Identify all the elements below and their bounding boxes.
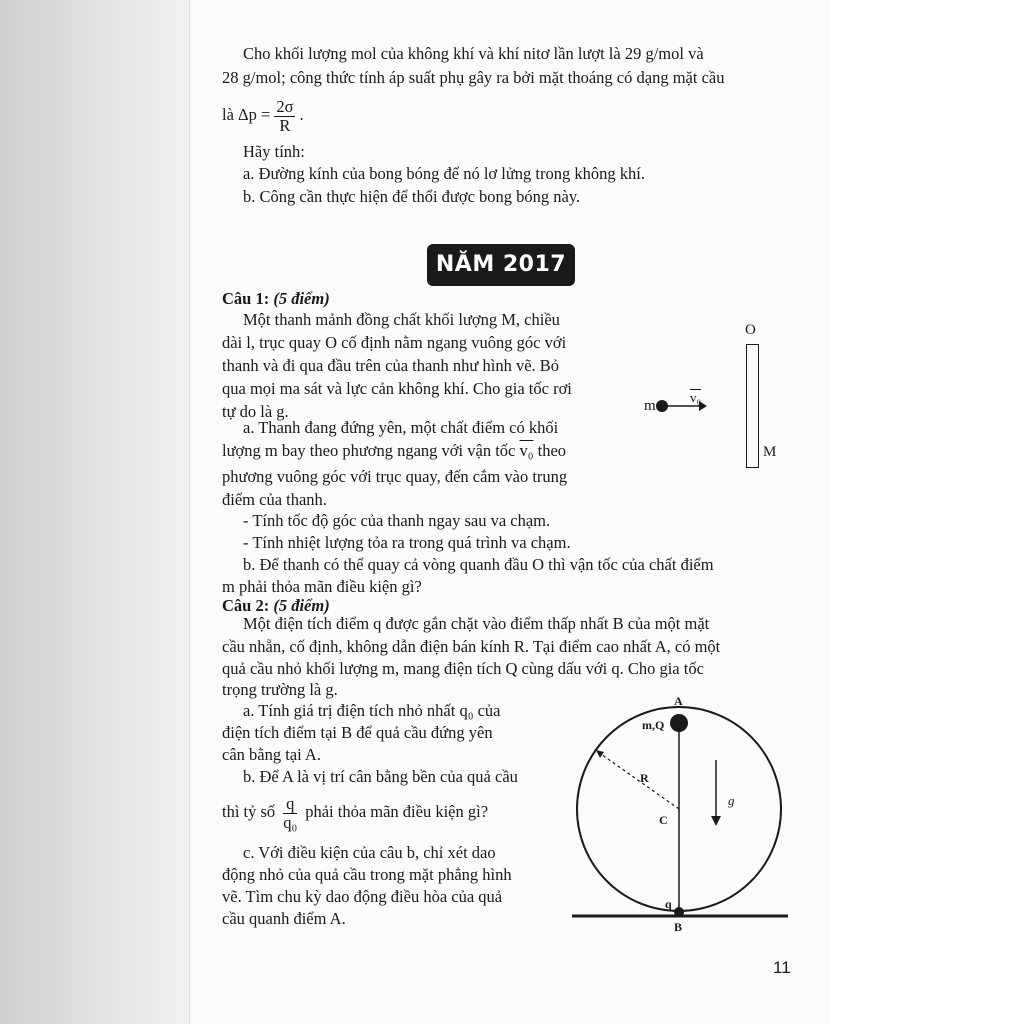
fig2-label-q: q [665, 897, 672, 911]
q2-b-ratio-line: thì tỷ số $\frac{q}{\text{q₀}}$ phải thỏa mãn điều kiện gì? [222, 793, 489, 832]
q2-c-line: vẽ. Tìm chu kỳ dao động điều hòa của quả [222, 887, 503, 906]
fig2-label-g: g⃗ [728, 793, 745, 808]
fig1-label-m: m [644, 398, 656, 414]
q2-a-line: cân bằng tại A. [222, 745, 321, 764]
q1-a-line: điểm của thanh. [222, 490, 327, 509]
fig2-label-R: R [640, 771, 649, 785]
q1-a-line: phương vuông góc với trục quay, đến cắm vào trung [222, 467, 568, 486]
q1-a-line: a. Thanh đang đứng yên, một chất điểm có khối [243, 418, 559, 437]
q2-c-line: cầu quanh điểm A. [222, 909, 346, 928]
q1-text-line: tự do là g. [222, 402, 289, 421]
q2-c-line: động nhỏ của quả cầu trong mặt phẳng hình [222, 865, 512, 884]
intro-line-2: 28 g/mol; công thức tính áp suất phụ gây ra bởi mặt thoáng có dạng mặt cầu [222, 68, 725, 87]
q1-b-line: m phải thỏa mãn điều kiện gì? [222, 577, 422, 596]
year-title-badge: NĂM 2017 [427, 244, 575, 286]
q1-a-sub-1: - Tính tốc độ góc của thanh ngay sau va chạm. [243, 511, 551, 530]
intro-ask: Hãy tính: [243, 142, 305, 161]
fig2-label-A: A [674, 694, 683, 708]
fig1-label-v0: v₀ [690, 390, 702, 405]
q2-b-line: b. Để A là vị trí cân bằng bền của quả cầu [243, 767, 518, 786]
page-gutter-shadow [0, 0, 200, 1024]
q1-a-sub-2: - Tính nhiệt lượng tỏa ra trong quá trình va chạm. [243, 533, 571, 552]
q2-c-line: c. Với điều kiện của câu b, chỉ xét dao [243, 843, 496, 862]
q1-heading: Câu 1: (5 điểm) [222, 289, 330, 308]
q2-a-line: a. Tính giá trị điện tích nhỏ nhất q₀ của [243, 701, 501, 720]
fig2-sphere-diagram [568, 690, 792, 930]
q2-text-line: trọng trường là g. [222, 680, 338, 699]
intro-part-b: b. Công cần thực hiện để thổi được bong bóng này. [243, 187, 581, 206]
page-number: 11 [773, 958, 791, 977]
page-margin-right [830, 0, 1024, 1024]
q2-text-line: Một điện tích điểm q được gắn chặt vào điểm thấp nhất B của một mặt [243, 614, 710, 633]
q2-a-line: điện tích điểm tại B để quả cầu đứng yên [222, 723, 493, 742]
fig1-rod [746, 344, 759, 468]
q1-text-line: dài l, trục quay O cố định nằm ngang vuông góc với [222, 333, 567, 352]
q2-text-line: cầu nhẵn, cố định, không dẫn điện bán kính R. Tại điểm cao nhất A, có một [222, 637, 721, 656]
fig2-label-B: B [674, 920, 683, 934]
q1-b-line: b. Để thanh có thể quay cả vòng quanh đầu O thì vận tốc của chất điểm [243, 555, 714, 574]
q1-a-line-velocity: lượng m bay theo phương ngang với vận tốc v₀ theo [222, 441, 567, 460]
fig2-label-mQ: m,Q [642, 718, 665, 732]
fig1-label-M: M [763, 444, 777, 460]
intro-formula: là Δp = $\frac{2\sigma}{R}$ . [222, 96, 304, 135]
q1-text-line: thanh và đi qua đầu trên của thanh như hình vẽ. Bỏ [222, 356, 560, 375]
fig2-label-C: C [659, 813, 668, 827]
q1-text-line: Một thanh mảnh đồng chất khối lượng M, chiều [243, 310, 560, 329]
intro-line-1: Cho khối lượng mol của không khí và khí nitơ lần lượt là 29 g/mol và [243, 44, 704, 63]
q2-text-line: quả cầu nhỏ khối lượng m, mang điện tích Q cùng dấu với q. Cho gia tốc [222, 659, 704, 678]
q2-heading: Câu 2: (5 điểm) [222, 596, 330, 615]
fig1-label-O: O [745, 322, 756, 338]
q1-text-line: qua mọi ma sát và lực cản không khí. Cho gia tốc rơi [222, 379, 572, 398]
intro-part-a: a. Đường kính của bong bóng để nó lơ lửng trong không khí. [243, 164, 645, 183]
